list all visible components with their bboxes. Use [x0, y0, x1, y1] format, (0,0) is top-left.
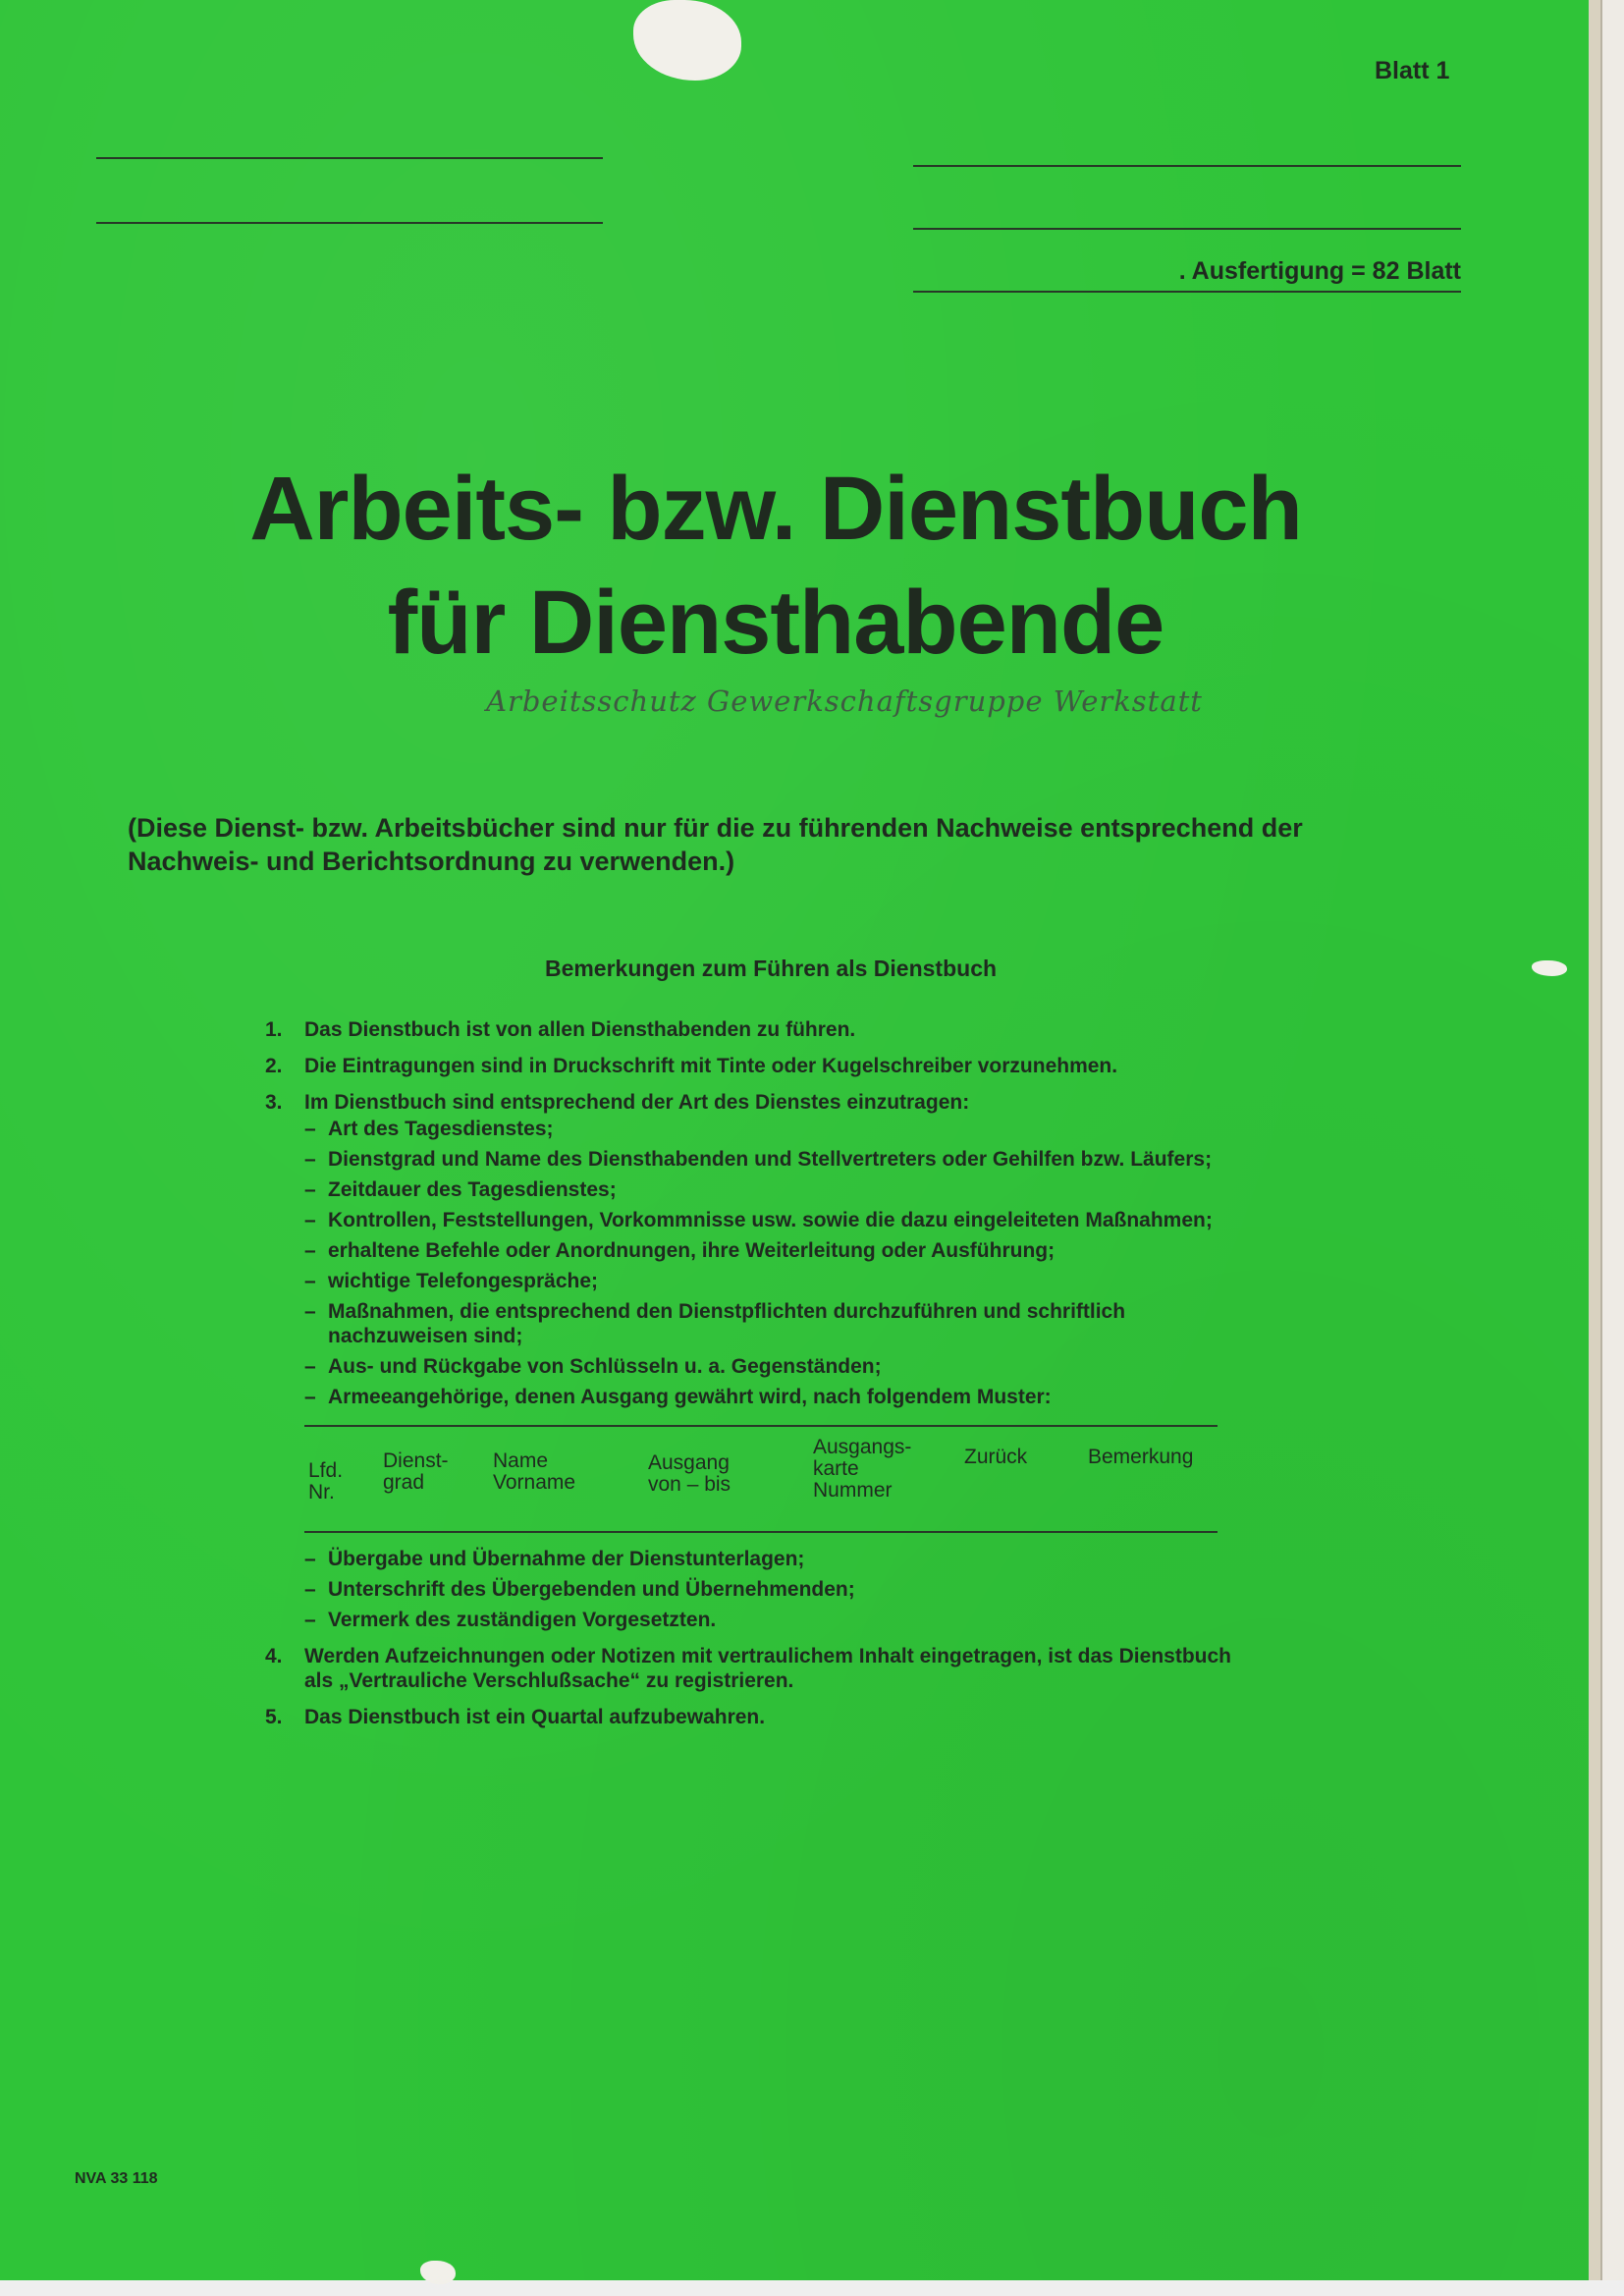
remarks-list	[265, 1017, 1257, 1741]
page-title	[79, 452, 1473, 680]
list-item: 5. Das Dienstbuch ist ein Quartal aufzubewahren.	[265, 1706, 766, 1728]
col-header-lfd-nr: Lfd. Nr.	[308, 1459, 344, 1503]
sheet-label: Blatt 1	[1375, 57, 1450, 84]
sublist-handover	[304, 1547, 1257, 1632]
sub-item: – Armeeangehörige, denen Ausgang gewährt wird, nach folgendem Muster:	[304, 1385, 1257, 1409]
fill-line-right-1	[913, 165, 1461, 167]
sublist-entries	[304, 1117, 1257, 1409]
col-header-dienstgrad: Dienst- grad	[383, 1449, 449, 1494]
sub-item: – Zeitdauer des Tagesdienstes;	[304, 1177, 1257, 1202]
list-item: 3. Im Dienstbuch sind entsprechend der Art des Dienstes einzutragen: – Art des Tagesdienstes; – Dienstgrad und Name des Diensthabenden und Stellvertreters oder Gehilfen bzw. Läufers; – Zeitdauer des Tagesdienstes; – Kontrollen, Feststellungen, Vorkommnisse usw. sowie die dazu eingeleiteten Maßnahmen; – erhaltene Befehle oder Anordnungen, ihre Weiterleitung oder Ausführung; – wichtige Telefongespräche; – Maßnahmen, die entsprechend den Dienstpflichten durchzuführen und schriftlich nachzuweisen sind; – Aus- und Rückgabe von Schlüsseln u. a. Gegenständen; – Armeeangehörige, denen Ausgang gewährt wird, nach folgendem Muster: Lfd. Nr. Dienst- grad Name Vorname Ausgang von – bis Ausgangs- karte Nummer Zurück Bemerkung – Übergabe und Übernahme der Dienstunterlagen; – Unterschrift des Übergebenden und Übernehmenden; – Vermerk des zuständigen Vorgesetzten.	[265, 1090, 1257, 1632]
form-code: NVA 33 118	[75, 2170, 158, 2187]
fill-line-right-3	[913, 291, 1461, 293]
col-header-ausgangskarte: Ausgangs- karte Nummer	[813, 1436, 912, 1502]
list-item: 1. Das Dienstbuch ist von allen Diensthabenden zu führen.	[265, 1018, 856, 1041]
list-item: 4. Werden Aufzeichnungen oder Notizen mit vertraulichem Inhalt eingetragen, ist das Dienstbuch als „Vertrauliche Verschlußsache“ zu registrieren.	[265, 1645, 1231, 1692]
sample-table	[304, 1425, 1218, 1533]
sub-item: – wichtige Telefongespräche;	[304, 1269, 1257, 1293]
sub-item: – Aus- und Rückgabe von Schlüsseln u. a. Gegenständen;	[304, 1354, 1257, 1379]
bottom-edge	[0, 2280, 1624, 2296]
col-header-bemerkung: Bemerkung	[1088, 1446, 1194, 1468]
copy-label: . Ausfertigung = 82 Blatt	[1178, 257, 1461, 285]
page-edge	[1589, 0, 1602, 2280]
fill-line-left-1	[96, 157, 603, 159]
handwritten-note: Arbeitsschutz Gewerkschaftsgruppe Werkstatt	[486, 684, 1203, 718]
sub-item: – Übergabe und Übernahme der Dienstunterlagen;	[304, 1547, 1257, 1571]
sub-item: – Vermerk des zuständigen Vorgesetzten.	[304, 1608, 1257, 1632]
sub-item: – Unterschrift des Übergebenden und Übernehmenden;	[304, 1577, 1257, 1602]
sub-item: – Maßnahmen, die entsprechend den Dienstpflichten durchzuführen und schriftlich nachzuweisen sind;	[304, 1299, 1257, 1348]
sub-item: – Art des Tagesdienstes;	[304, 1117, 1257, 1141]
page-edge-back	[1602, 0, 1624, 2296]
sub-item: – Kontrollen, Feststellungen, Vorkommnisse usw. sowie die dazu eingeleiteten Maßnahmen;	[304, 1208, 1257, 1232]
table-rule-bottom	[304, 1531, 1218, 1533]
list-item: 2. Die Eintragungen sind in Druckschrift mit Tinte oder Kugelschreiber vorzunehmen.	[265, 1055, 1118, 1077]
fill-line-right-2	[913, 228, 1461, 230]
remarks-heading: Bemerkungen zum Führen als Dienstbuch	[544, 956, 998, 981]
title-line-2: für Diensthabende	[387, 573, 1164, 673]
title-line-1: Arbeits- bzw. Dienstbuch	[249, 459, 1302, 559]
sub-item: – erhaltene Befehle oder Anordnungen, ihre Weiterleitung oder Ausführung;	[304, 1238, 1257, 1263]
col-header-zurueck: Zurück	[964, 1446, 1028, 1468]
col-header-ausgang: Ausgang von – bis	[648, 1451, 731, 1496]
fill-line-left-2	[96, 222, 603, 224]
col-header-name: Name Vorname	[493, 1449, 576, 1494]
sub-item: – Dienstgrad und Name des Diensthabenden und Stellvertreters oder Gehilfen bzw. Läufers;	[304, 1147, 1257, 1172]
table-rule-top	[304, 1425, 1218, 1427]
intro-text: (Diese Dienst- bzw. Arbeitsbücher sind nur für die zu führenden Nachweise entsprechend der Nachweis- und Berichtsordnung zu verwenden.)	[128, 813, 1303, 876]
